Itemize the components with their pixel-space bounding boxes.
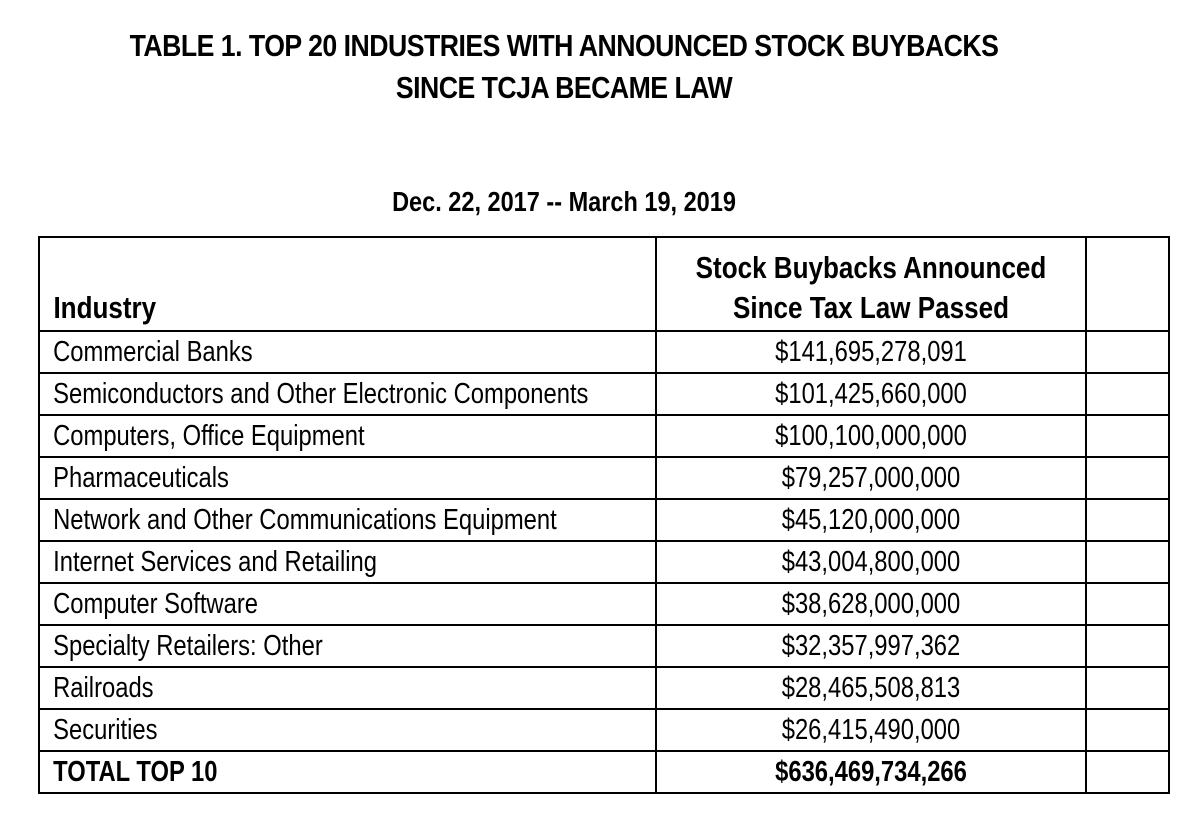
amount-value: $32,357,997,362 xyxy=(781,630,961,662)
header-industry xyxy=(39,237,656,331)
amount-cell xyxy=(656,583,1086,625)
amount-value: $141,695,278,091 xyxy=(775,336,967,368)
table-row xyxy=(39,331,1169,373)
total-row xyxy=(39,751,1169,793)
amount-cell xyxy=(656,331,1086,373)
amount-cell xyxy=(656,709,1086,751)
buybacks-table xyxy=(38,236,1170,794)
amount-cell xyxy=(656,457,1086,499)
industry-label: Specialty Retailers: Other xyxy=(53,630,323,662)
header-metric xyxy=(656,237,1086,331)
table-row xyxy=(39,457,1169,499)
amount-value: $26,415,490,000 xyxy=(781,714,961,746)
industry-label: Commercial Banks xyxy=(53,336,253,368)
amount-value: $38,628,000,000 xyxy=(781,588,961,620)
table-title-line-2: SINCE TCJA BECAME LAW xyxy=(395,70,733,105)
industry-label: Computers, Office Equipment xyxy=(53,420,365,452)
industry-label: Pharmaceuticals xyxy=(53,462,229,494)
amount-cell xyxy=(656,625,1086,667)
industry-cell xyxy=(39,625,656,667)
amount-cell xyxy=(656,541,1086,583)
empty-cell xyxy=(1086,751,1169,793)
header-metric-line-2: Since Tax Law Passed xyxy=(733,290,1009,325)
industry-label: Semiconductors and Other Electronic Components xyxy=(53,378,589,410)
amount-value: $43,004,800,000 xyxy=(781,546,961,578)
industry-label: Computer Software xyxy=(53,588,258,620)
industry-label: Railroads xyxy=(53,672,154,704)
table-row xyxy=(39,667,1169,709)
header-empty xyxy=(1086,237,1169,331)
amount-cell xyxy=(656,415,1086,457)
amount-value: $45,120,000,000 xyxy=(781,504,961,536)
table-title-line-1: TABLE 1. TOP 20 INDUSTRIES WITH ANNOUNCED STOCK BUYBACKS xyxy=(129,28,999,63)
table-row xyxy=(39,541,1169,583)
industry-cell xyxy=(39,331,656,373)
table-row xyxy=(39,499,1169,541)
empty-cell xyxy=(1086,415,1169,457)
amount-value: $100,100,000,000 xyxy=(775,420,967,452)
table-row xyxy=(39,415,1169,457)
header-metric-label xyxy=(691,248,1051,330)
header-industry-label: Industry xyxy=(53,290,157,325)
empty-cell xyxy=(1086,541,1169,583)
table-row xyxy=(39,709,1169,751)
amount-cell xyxy=(656,373,1086,415)
date-range: Dec. 22, 2017 -- March 19, 2019 xyxy=(392,186,736,217)
empty-cell xyxy=(1086,373,1169,415)
industry-cell xyxy=(39,541,656,583)
amount-value: $28,465,508,813 xyxy=(781,672,961,704)
industry-label: Network and Other Communications Equipment xyxy=(53,504,557,536)
table-row xyxy=(39,373,1169,415)
header-metric-line-1: Stock Buybacks Announced xyxy=(695,250,1047,285)
table-row xyxy=(39,625,1169,667)
empty-cell xyxy=(1086,499,1169,541)
amount-value: $79,257,000,000 xyxy=(781,462,961,494)
industry-cell xyxy=(39,667,656,709)
empty-cell xyxy=(1086,457,1169,499)
industry-label: Internet Services and Retailing xyxy=(53,546,377,578)
industry-cell xyxy=(39,373,656,415)
header-row xyxy=(39,237,1169,331)
industry-cell xyxy=(39,499,656,541)
empty-cell xyxy=(1086,625,1169,667)
amount-cell xyxy=(656,667,1086,709)
total-amount: $636,469,734,266 xyxy=(775,756,967,788)
industry-label: Securities xyxy=(53,714,158,746)
total-label: TOTAL TOP 10 xyxy=(53,756,218,788)
empty-cell xyxy=(1086,583,1169,625)
industry-cell xyxy=(39,457,656,499)
table-row xyxy=(39,583,1169,625)
industry-cell xyxy=(39,415,656,457)
total-label-cell xyxy=(39,751,656,793)
total-amount-cell xyxy=(656,751,1086,793)
industry-cell xyxy=(39,583,656,625)
amount-cell xyxy=(656,499,1086,541)
amount-value: $101,425,660,000 xyxy=(775,378,967,410)
empty-cell xyxy=(1086,331,1169,373)
empty-cell xyxy=(1086,667,1169,709)
industry-cell xyxy=(39,709,656,751)
empty-cell xyxy=(1086,709,1169,751)
